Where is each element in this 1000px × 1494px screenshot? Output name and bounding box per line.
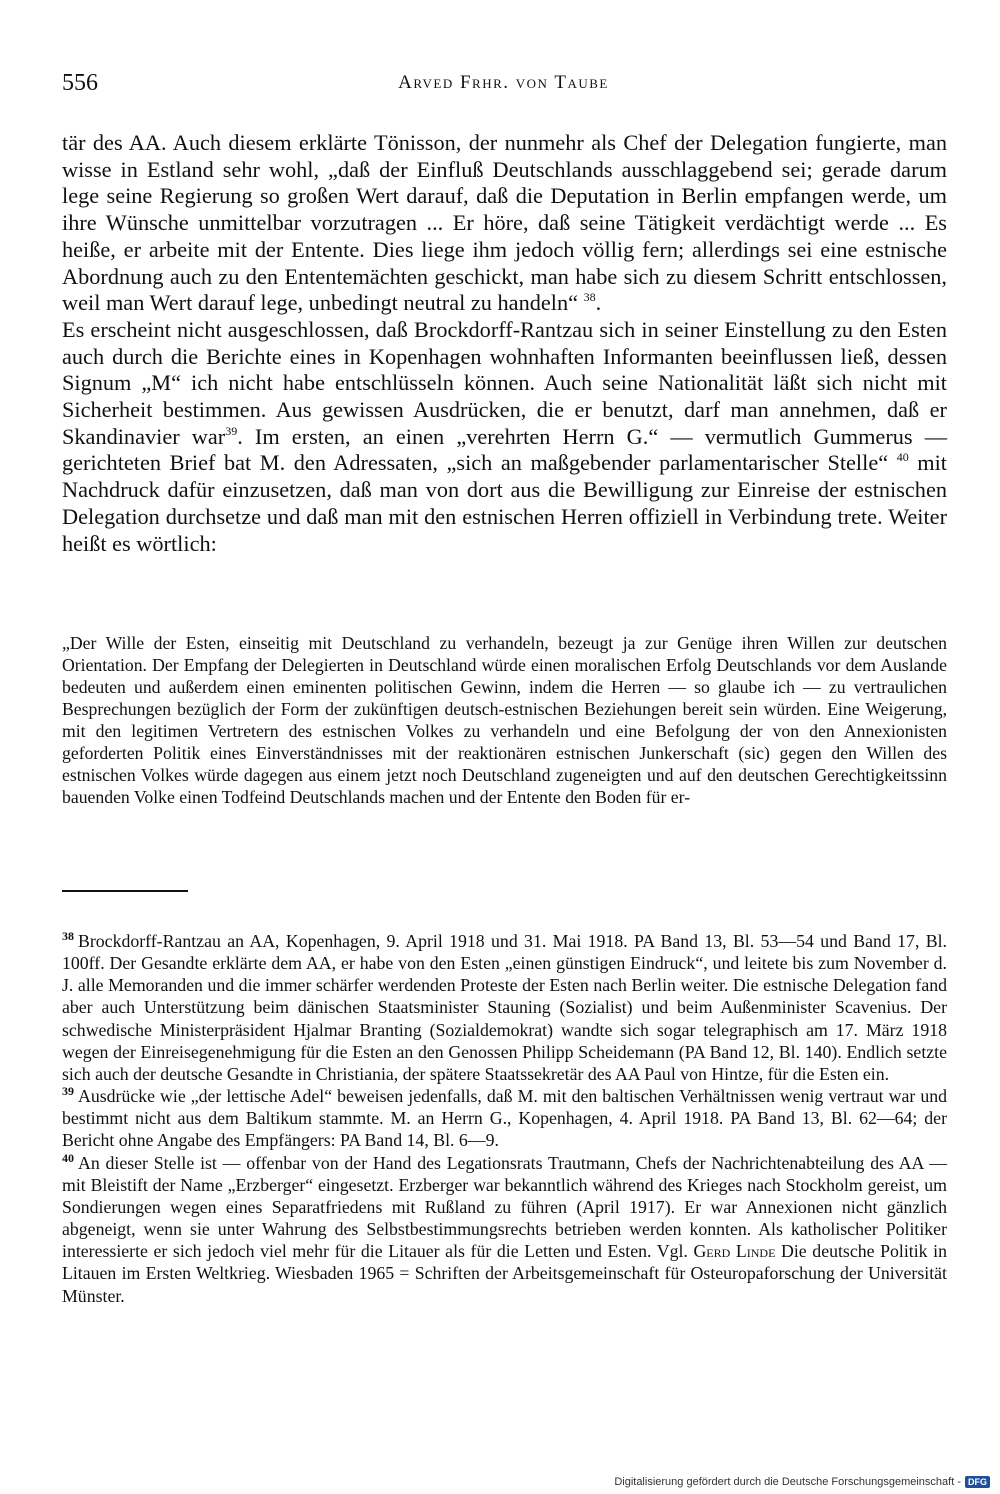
footnote-text: Ausdrücke wie „der lettische Adel“ beweisen jedenfalls, daß M. mit den baltischen Verhältnissen wenig vertraut war und bestimmt nicht aus dem Baltikum stammte. M. an Herrn G., Kopenhagen, 4. April 1918. PA Band 13, Bl. 62—64; der Bericht ohne Angabe des Empfängers: PA Band 14, Bl. 6—9.: [62, 1086, 947, 1151]
page-number: 556: [62, 70, 98, 96]
digitization-credit: [614, 1474, 990, 1490]
cited-author: Gerd Linde: [693, 1241, 776, 1262]
footnote-ref-40: 40: [896, 450, 909, 465]
block-quote: [62, 632, 947, 808]
block-quote-text: „Der Wille der Esten, einseitig mit Deutschland zu verhandeln, bezeugt ja zur Genüge ihren Willen zur deutschen Orientation. Der Empfang der Delegierten in Deutschland würde einen moralischen Erfolg Deutschlands vor dem Auslande bedeuten und außerdem einen eminenten politischen Gewinn, indem die Herren — so glaube ich — zu vertraulichen Besprechungen bezüglich der Form der zukünftigen deutsch-estnischen Beziehungen bereit sein würden. Eine Weigerung, mit den legitimen Vertretern des estnischen Volkes zu verhandeln und eine Befolgung der von den Annexionisten geforderten Politik eines Einverständnisses mit der reaktionären estnischen Junkerschaft (sic) gegen den Willen des estnischen Volkes würde dagegen aus einem jetzt noch Deutschland zugeneigten und auf den deutschen Gerechtigkeitssinn bauenden Volke einen Todfeind Deutschlands machen und der Entente den Boden für er-: [62, 633, 947, 807]
footnote-ref-38: 38: [583, 290, 596, 305]
running-head: Arved Frhr. von Taube: [398, 72, 609, 93]
body-paragraph-1-end: .: [595, 290, 602, 316]
footnote-ref-39: 39: [225, 423, 238, 438]
body-paragraph-2-text-b: . Im ersten, an einen „verehrten Herrn G.“ — vermutlich Gummerus — gerichteten Brief bat M. den Adressaten, „sich an maßgebender parlamentarischer Stelle“: [62, 423, 947, 476]
body-paragraph-2-text-c: mit Nachdruck dafür einzusetzen, daß man von dort aus die Bewilligung zur Einreise der estnischen Delegation durchsetze und daß man mit den estnischen Herren offiziell in Verbindung trete. Weiter heißt es wörtlich:: [62, 450, 948, 556]
footnote-number: 40: [62, 1150, 74, 1165]
footnote-text-b: Die deutsche Politik in Litauen im Ersten Weltkrieg. Wiesbaden 1965 = Schriften der Arbeitsgemeinschaft für Osteuropaforschung der Universität Münster.: [62, 1241, 947, 1306]
dfg-logo-icon: DFG: [965, 1476, 990, 1488]
body-paragraph-1: [62, 130, 947, 317]
footnote-39: [62, 1085, 947, 1151]
footnote-number: 38: [62, 929, 74, 943]
footnote-text-a: An dieser Stelle ist — offenbar von der Hand des Legationsrats Trautmann, Chefs der Nachrichtenabteilung des AA — mit Bleistift der Name „Erzberger“ eingesetzt. Erzberger war bekanntlich während des Krieges nach Stockholm gereist, um Sondierungen wegen eines Separatfriedens mit Rußland zu führen (April 1917). Er war Annexionen nicht gänzlich abgeneigt, wenn sie unter Wahrung des Selbstbestimmungsrechts betrieben werden konnten. Als katholischer Politiker interessierte er sich jedoch viel mehr für die Litauer als für die Letten und Esten. Vgl.: [62, 1152, 947, 1262]
footnote-38: [62, 930, 947, 1085]
footnote-divider: [62, 890, 188, 892]
footnote-40: [62, 1152, 947, 1307]
footnotes: [62, 930, 947, 1307]
body-paragraph-2-text-a: Es erscheint nicht ausgeschlossen, daß Brockdorff-Rantzau sich in seiner Einstellung zu den Esten auch durch die Berichte eines in Kopenhagen wohnhaften Informanten beeinflussen ließ, dessen Signum „M“ ich nicht habe entschlüsseln können. Auch seine Nationalität läßt sich nicht mit Sicherheit bestimmen. Aus gewissen Ausdrücken, die er benutzt, darf man annehmen, daß er Skandinavier war: [62, 316, 947, 449]
footnote-text: Brockdorff-Rantzau an AA, Kopenhagen, 9. April 1918 und 31. Mai 1918. PA Band 13, Bl. 53—54 und Band 17, Bl. 100ff. Der Gesandte erklärte dem AA, er habe von den Esten „einen günstigen Eindruck“, und leitete bis zum November d. J. alle Memoranden und die immer schärfer werdenden Proteste der Esten nach Berlin weiter. Die estnische Delegation fand aber auch Unterstützung beim dänischen Staatsminister Stauning (Sozialist) und beim Außenminister Scavenius. Der schwedische Ministerpräsident Hjalmar Branting (Sozialdemokrat) wandte sich sogar telegraphisch am 17. März 1918 wegen der Einreisegenehmigung für die Esten an den Genossen Philipp Scheidemann (PA Band 12, Bl. 140). Endlich setzte sich auch der deutsche Gesandte in Christiania, der spätere Staatssekretär des AA Paul von Hintze, für die Esten ein.: [62, 931, 947, 1084]
footnote-number: 39: [62, 1084, 74, 1099]
body-text: [62, 130, 947, 557]
credit-text: Digitalisierung gefördert durch die Deutsche Forschungsgemeinschaft -: [614, 1476, 961, 1488]
body-paragraph-2: [62, 317, 947, 557]
body-paragraph-1-text: tär des AA. Auch diesem erklärte Tönisson, der nunmehr als Chef der Delegation fungierte, man wisse in Estland sehr wohl, „daß der Einfluß Deutschlands ausschlaggebend sei; gerade darum lege seine Regierung so großen Wert darauf, daß die Deputation in Berlin empfangen werde, um ihre Wünsche unmittelbar vorzutragen ... Er höre, daß seine Tätigkeit verdächtigt werde ... Es heiße, er arbeite mit der Entente. Dies liege ihm jedoch völlig fern; allerdings sei eine estnische Abordnung auch zu den Ententemächten geschickt, man habe sich zu diesem Schritt entschlossen, weil man Wert darauf lege, unbedingt neutral zu handeln“: [62, 130, 947, 316]
page-header: [62, 70, 945, 104]
